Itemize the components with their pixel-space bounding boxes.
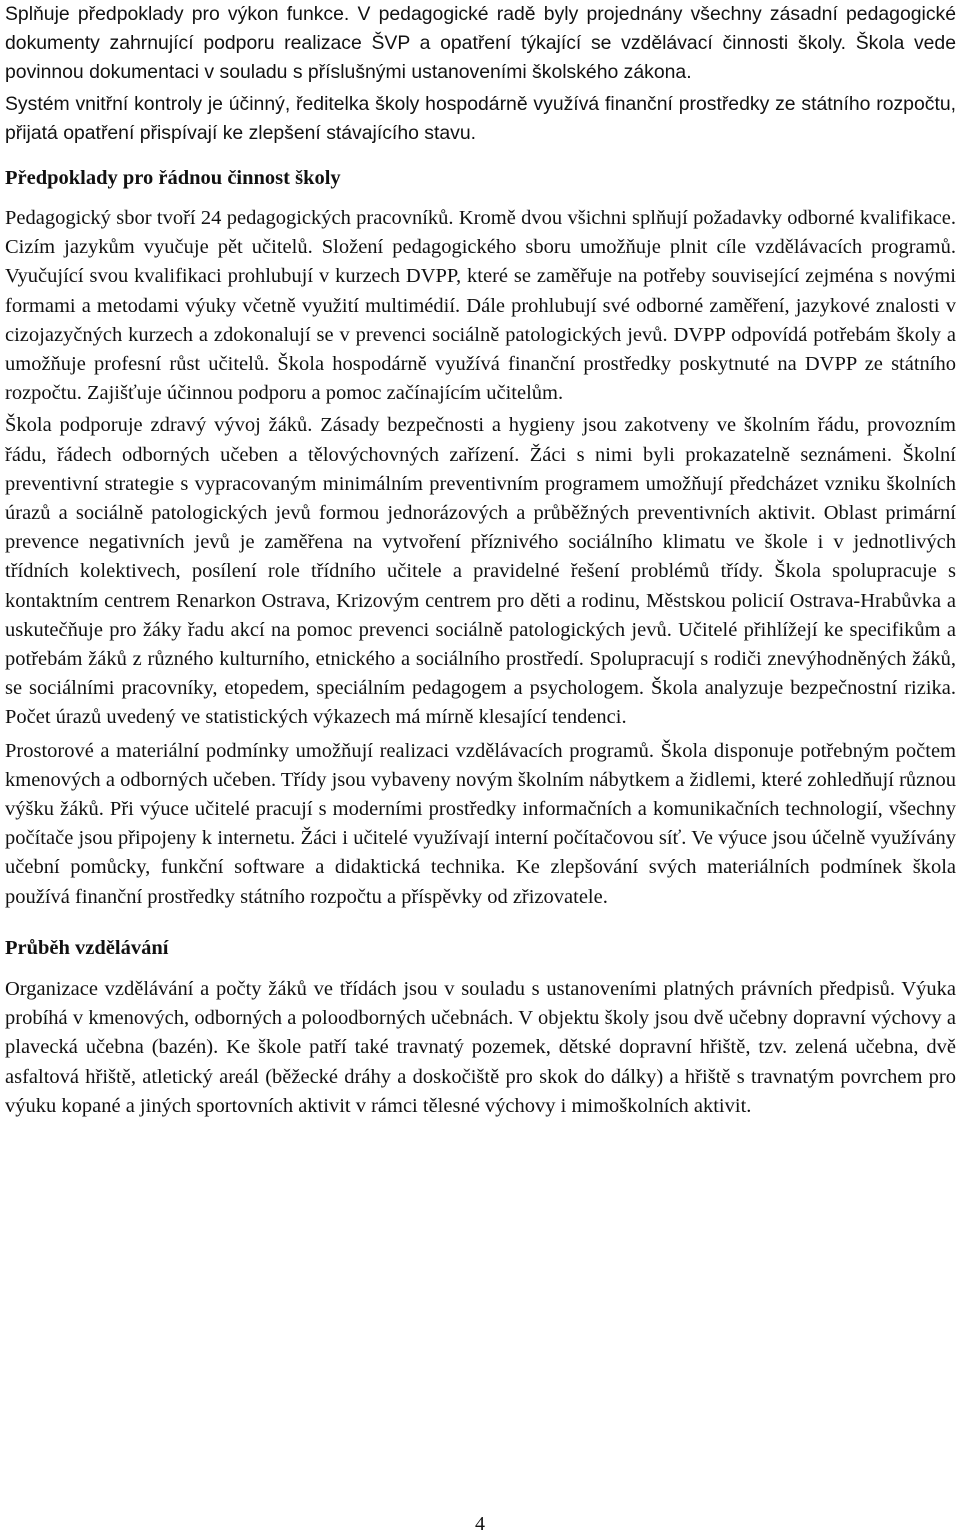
paragraph-teaching-staff: Pedagogický sbor tvoří 24 pedagogických pracovníků. Kromě dvou všichni splňují požadavky odborné kvalifikace. Cizím jazykům vyučuje pět učitelů. Složení pedagogického sboru umožňuje plnit cíle vzdělávacích programů. Vyučující svou kvalifikaci prohlubují v kurzech DVPP, které se zaměřuje na potřeby související zejména s novými formami a metodami výuky včetně využití multimédií. Dále prohlubují své odborné zaměření, jazykové znalosti v cizojazyčných kurzech a zdokonalují se v prevenci sociálně patologických jevů. DVPP odpovídá potřebám školy a umožňuje profesní růst učitelů. Škola hospodárně využívá finanční prostředky poskytnuté na DVPP ze státního rozpočtu. Zajišťuje účinnou podporu a pomoc začínajícím učitelům.: [5, 207, 956, 405]
document-page: [5, 0, 956, 1121]
paragraph-internal-control: Systém vnitřní kontroly je účinný, ředitelka školy hospodárně využívá finanční prostředky ze státního rozpočtu, přijatá opatření přispívají ke zlepšení stávajícího stavu.: [5, 92, 956, 144]
paragraph-material-conditions: Prostorové a materiální podmínky umožňují realizaci vzdělávacích programů. Škola disponuje potřebným počtem kmenových a odborných učeben. Třídy jsou vybaveny novým školním nábytkem a židlemi, které zohledňují různou výšku žáků. Při výuce učitelé pracují s moderními prostředky informačních a komunikačních technologií, všechny počítače jsou připojeny k internetu. Žáci i učitelé využívají interní počítačovou síť. Ve výuce jsou účelně využívány učební pomůcky, funkční software a didaktická technika. Ke zlepšování svých materiálních podmínek škola používá finanční prostředky státního rozpočtu a příspěvky od zřizovatele.: [5, 739, 956, 908]
paragraph-health-safety: Škola podporuje zdravý vývoj žáků. Zásady bezpečnosti a hygieny jsou zakotveny ve školním řádu, provozním řádu, řádech odborných učeben a tělovýchovných zařízení. Žáci s nimi byli prokazatelně seznámeni. Školní preventivní strategie s vypracovaným minimálním preventivním programem umožňují předcházet vzniku školních úrazů a sociálně patologických jevů formou jednorázových a průběžných preventivních aktivit. Oblast primární prevence negativních jevů je zaměřena na vytvoření příznivého sociálního klimatu ve škole i v jednotlivých třídních kolektivech, posílení role třídního učitele a pravidelné řešení problémů třídy. Škola spolupracuje s kontaktním centrem Renarkon Ostrava, Krizovým centrem pro děti a rodinu, Městskou policií Ostrava-Hrabůvka a uskutečňuje pro žáky řadu akcí na pomoc prevenci sociálně patologických jevů. Učitelé přihlížejí ke specifikům a potřebám žáků z různého kulturního, etnického a sociálního prostředí. Spolupracují s rodiči znevýhodněných žáků, se sociálními pracovníky, etopedem, speciálním pedagogem a psychologem. Škola analyzuje bezpečnostní rizika. Počet úrazů uvedený ve statistických výkazech má mírně klesající tendenci.: [5, 414, 956, 729]
paragraph-organization: Organizace vzdělávání a počty žáků ve třídách jsou v souladu s ustanoveními platných právních předpisů. Výuka probíhá v kmenových, odborných a poloodborných učebnách. V objektu školy jsou dvě učebny dopravní výchovy a plavecká učebna (bazén). Ke škole patří také travnatý pozemek, dětské dopravní hřiště, tzv. zelená učebna, dvě asfaltová hřiště, atletický areál (běžecké dráhy a doskočiště pro skok do dálky) a hřiště s travnatým povrchem pro výuku kopané a jiných sportovních aktivit v rámci tělesné výchovy i mimoškolních aktivit.: [5, 977, 956, 1117]
section-heading-education-process: Průběh vzdělávání: [5, 936, 169, 959]
section-heading-prerequisites: Předpoklady pro řádnou činnost školy: [5, 167, 341, 190]
paragraph-leadership: Splňuje předpoklady pro výkon funkce. V pedagogické radě byly projednány všechny zásadní pedagogické dokumenty zahrnující podporu realizace ŠVP a opatření týkající se vzdělávací činnosti školy. Škola vede povinnou dokumentaci v souladu s příslušnými ustanoveními školského zákona.: [5, 3, 956, 84]
page-number: 4: [475, 1513, 485, 1535]
